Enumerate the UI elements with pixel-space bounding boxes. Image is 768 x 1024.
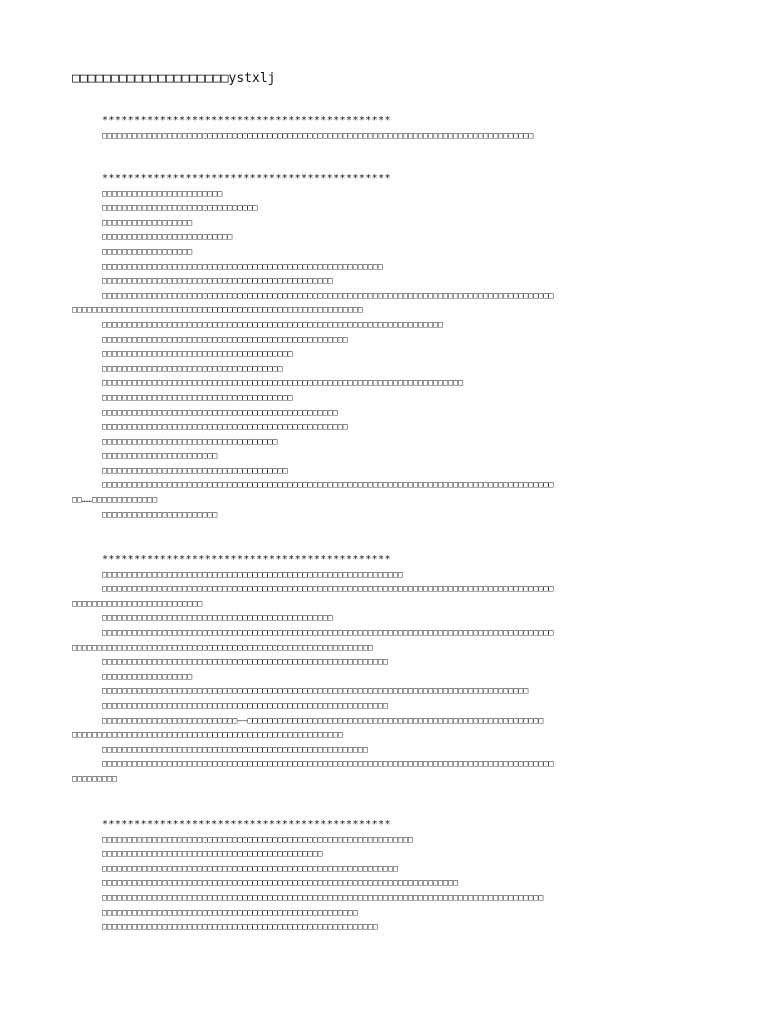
text-line: □□□□□□□□□□□□□□□□□□□□□□□□□□□□□□□□□□□□□□□□□□□□□□ — [102, 613, 333, 623]
text-line: □□□□□□□□□□□□□□□□□□□□□□□□□□□□□□□□□□□□□□□□□□□□□□□□□□□□□□□□□□□ — [102, 863, 398, 873]
section-separator: ********************************************* — [102, 173, 391, 184]
text-line: □□……□□□□□□□□□□□□□ — [72, 495, 158, 505]
text-line: □□□□□□□□□□□□□□□□□□□□□□□□□□□□□□□□□□□□□□ — [102, 349, 293, 359]
text-line: □□□□□□□□□□□□□□□□□□□□□□□□□□□□□□□□□□□□□□□□□□□□□□□□□□□□□□ — [72, 730, 343, 740]
text-line: □□□□□□□□□□□□□□□□□□□□□□□□□□□□□□□□□□□□□□□□□□□□□□□□□ — [102, 334, 348, 344]
text-line: □□□□□□□□□□□□□□□□□□□□□□□□□□□□□□□□□□□□□ — [102, 465, 288, 475]
section-3 — [72, 553, 702, 787]
text-line: □□□□□□□□□□□□□□□□□□□□□□□□□□□□□□□□□□□□□□□□□□□□□□□□□□□□□□□□□□□□ — [102, 569, 403, 579]
section-1 — [72, 114, 702, 143]
document-title: □□□□□□□□□□□□□□□□□□□□ystxlj — [72, 71, 276, 86]
text-line: □□□□□□□□□□□□□□□□□□□□□□□□□□□□□□□□□□□□□□□□□□□□□□□□□ — [102, 422, 348, 432]
text-line: □□□□□□□□□□□□□□□□□□□□□□□□□□□□□□□□□□□□□□□□□□□□□□□□□□□□□□□ — [102, 922, 378, 932]
text-line: □□□□□□□□□□□□□□□□□□□□□□□□□□□□□□□□□□□□□□□□□□□□□□□□□□□□□□□□□□□□□□□□□□□□□□□□□□□□□□□□□□□□□□□□ — [102, 892, 544, 902]
text-line: □□□□□□□□□□□□□□□□□□□□□□□□□□□□□□□□□□□□□□□□□□□□ — [102, 849, 323, 859]
text-line: □□□□□□□□□□□□□□□□□□□□□□□□□□□□□□□□□□□ — [102, 436, 278, 446]
text-line: □□□□□□□□□□□□□□□□□□□□□□□□□□□□□□□□□□□□□□□□□□□□□□□□□□□□□□□□□□□□□□□□□□□□□□□□□□□□□□□□□□□□□□□□□□ — [102, 290, 554, 300]
text-line: □□□□□□□□□□□□□□□□□□□□□□□□□□□□□□□ — [102, 203, 258, 213]
text-line: □□□□□□□□□□□□□□□□□□□□□□□□□□□□□□□□□□□□□□□□□□□□□□□□□□□□□□□□□□□□□□□□□□□□□□□□□□□□□□□□□□□□□□□□□□ — [102, 480, 554, 490]
text-line: □□□□□□□□□□□□□□□□□□□□□□□□□□□□□□□□□□□□□□□□□□□□□□□□□□□ — [102, 907, 358, 917]
section-separator: ********************************************* — [102, 115, 391, 126]
text-line: □□□□□□□□□ — [72, 773, 118, 783]
text-line: □□□□□□□□□□□□□□□□□□□□□□□□□□□□□□□□□□□□□□□□□□□□□□□ — [102, 407, 338, 417]
section-separator: ********************************************* — [102, 554, 391, 565]
text-line: □□□□□□□□□□□□□□□□□□□□□□□□□□□□□□□□□□□□□□□□□□□□□□□□□□□□□ — [102, 744, 368, 754]
text-line: □□□□□□□□□□□□□□□□□□□□□□□□□□□□□□□□□□□□□□□□□□□□□□□□□□□□□□□□□□□□□□□□□□□□ — [102, 319, 444, 329]
text-line: □□□□□□□□□□□□□□□□□□ — [102, 671, 193, 681]
text-line: □□□□□□□□□□□□□□□□□□□□□□□□□□□□□□□□□□□□□□□□□□□□□□□□□□□□□□□□□□□□□□□□□□□□□□□□□□□□□□□□□□□□□□□□□□ — [102, 627, 554, 637]
section-4 — [72, 818, 702, 935]
text-line: □□□□□□□□□□□□□□□□□□□□□□□□ — [102, 188, 223, 198]
text-line: □□□□□□□□□□□□□□□□□□□□□□□ — [102, 451, 218, 461]
text-line: □□□□□□□□□□□□□□□□□□□□□□□□□□□□□□□□□□□□□□□□□□□□□□□□□□□□□□□□□□□□□□□□□□□□□□□ — [102, 878, 459, 888]
text-line: □□□□□□□□□□□□□□□□□□□□□□□□□□□□□□□□□□□□□□□□□□□□□□□□□□□□□□□□ — [102, 261, 383, 271]
text-line: □□□□□□□□□□□□□□□□□□□□□□□□□□□□□□□□□□□□ — [102, 363, 283, 373]
text-line: □□□□□□□□□□□□□□□□□□ — [102, 246, 193, 256]
text-line: □□□□□□□□□□□□□□□□□□□□□□□□□□□□□□□□□□□□□□□□□□□□□□□□□□□□□□□□□□□□ — [72, 642, 373, 652]
text-line: □□□□□□□□□□□□□□□□□□□□□□□□□□ — [72, 598, 203, 608]
section-2 — [72, 172, 702, 522]
text-line: □□□□□□□□□□□□□□□□□□□□□□□□□□□□□□□□□□□□□□□□□□□□□□□□□□□□□□□□□□□□□□□□□□□□□□□□□□□□□□□□□□□□□□□□□□ — [102, 759, 554, 769]
text-line: □□□□□□□□□□□□□□□□□□□□□□□□□□□□□□□□□□□□□□□□□□□□□□□□□□□□□□□□□ — [102, 657, 388, 667]
text-line: □□□□□□□□□□□□□□□□□□□□□□□□□□□□□□□□□□□□□□ — [102, 392, 293, 402]
text-line: □□□□□□□□□□□□□□□□□□□□□□□□□□□□□□□□□□□□□□□□□□□□□□ — [102, 276, 333, 286]
text-line: □□□□□□□□□□□□□□□□□□□□□□□□□□□□□□□□□□□□□□□□□□□□□□□□□□□□□□□□□□□□□□□□□□□□□□□□□□□□□□□□□□□□□ — [102, 686, 529, 696]
text-line: □□□□□□□□□□□□□□□□□□□□□□□□□□□□□□□□□□□□□□□□□□□□□□□□□□□□□□□□□□□□□□□□□□□□□□□□□□□□□□□□□□□□□□ — [102, 130, 534, 140]
text-line: □□□□□□□□□□□□□□□□□□□□□□□□□□□□□□□□□□□□□□□□□□□□□□□□□□□□□□□□□ — [102, 700, 388, 710]
text-line: □□□□□□□□□□□□□□□□□□□□□□□□□□□□□□□□□□□□□□□□□□□□□□□□□□□□□□□□□□□□□□ — [102, 834, 414, 844]
text-line: □□□□□□□□□□□□□□□□□□□□□□□ — [102, 509, 218, 519]
text-line: □□□□□□□□□□□□□□□□□□□□□□□□□□□□□□□□□□□□□□□□□□□□□□□□□□□□□□□□□□□□□□□□□□□□□□□□□□□□□□□□□□□□□□□□□□ — [102, 584, 554, 594]
section-separator: ********************************************* — [102, 819, 391, 830]
text-line: □□□□□□□□□□□□□□□□□□ — [102, 217, 193, 227]
text-line: □□□□□□□□□□□□□□□□□□□□□□□□□□ — [102, 232, 233, 242]
text-line: □□□□□□□□□□□□□□□□□□□□□□□□□□□□□□□□□□□□□□□□□□□□□□□□□□□□□□□□□□ — [72, 305, 363, 315]
text-line: □□□□□□□□□□□□□□□□□□□□□□□□□□□□□□□□□□□□□□□□□□□□□□□□□□□□□□□□□□□□□□□□□□□□□□□□ — [102, 378, 464, 388]
text-line: □□□□□□□□□□□□□□□□□□□□□□□□□□□——□□□□□□□□□□□□□□□□□□□□□□□□□□□□□□□□□□□□□□□□□□□□□□□□□□□□□□□□□□□ — [102, 715, 544, 725]
